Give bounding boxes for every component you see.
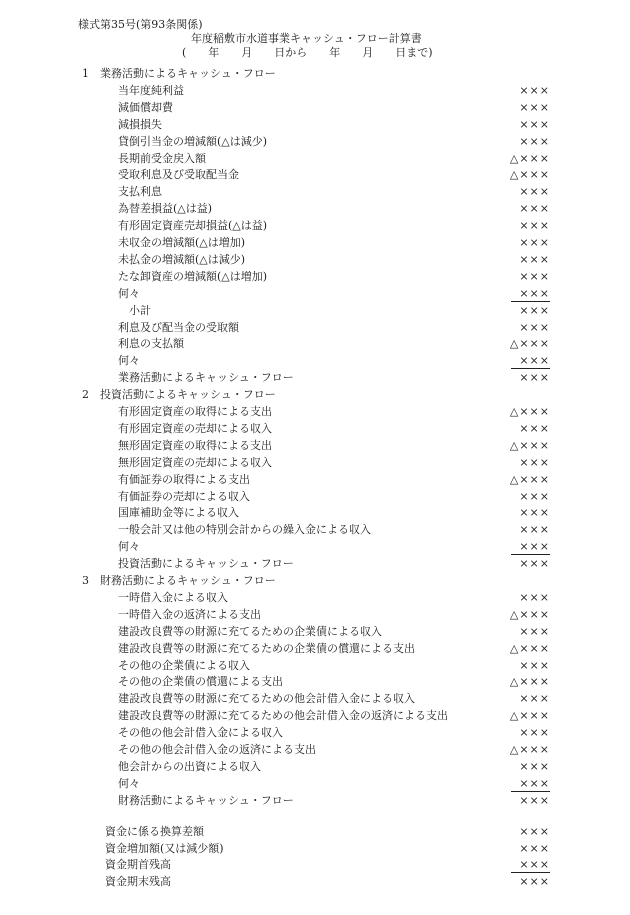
row-label: 何々 [118,354,140,368]
line-item [0,184,630,201]
line-item [0,522,630,539]
line-item [0,218,630,235]
row-label: 減損損失 [118,117,162,131]
row-label: 長期前受金戻入額 [118,151,206,165]
statement-title: 年度稲敷市水道事業キャッシュ・フロー計算書 [191,32,422,45]
row-amount: ××× [519,219,550,233]
row-amount: ××× [519,236,550,249]
line-item [0,117,630,134]
section-number: 2 [82,388,89,402]
row-label: 国庫補助金等による収入 [118,506,239,520]
line-item [0,691,630,708]
line-item [0,404,630,421]
line-item [0,320,630,337]
row-label: 何々 [118,286,140,300]
section-title: 投資活動によるキャッシュ・フロー [100,388,276,402]
row-amount: △××× [509,472,550,486]
section-number: 1 [82,67,89,80]
section-title: 業務活動によるキャッシュ・フロー [100,67,276,80]
row-amount: ××× [519,371,550,385]
row-amount: △××× [509,607,550,621]
line-item [0,539,630,556]
row-label: 有形固定資産の売却による収入 [118,421,272,435]
row-amount: ××× [519,624,550,638]
row-label: 業務活動によるキャッシュ・フロー [118,371,294,385]
row-label: 建設改良費等の財源に充てるための企業債の償還による支出 [118,641,415,655]
reporting-period: ( 年 月 日から 年 月 日まで) [182,46,433,59]
line-item [0,134,630,151]
line-item [0,438,630,455]
row-amount: ××× [519,692,550,706]
line-item [0,151,630,168]
row-label: 小計 [129,303,151,317]
row-amount: △××× [509,675,550,689]
line-item [0,725,630,742]
row-label: その他の他会計借入金による収入 [118,726,283,740]
row-amount: △××× [509,641,550,655]
row-label: 利息及び配当金の受取額 [118,320,239,334]
row-amount: ××× [519,557,550,571]
section-heading [0,66,630,83]
row-amount: ××× [511,540,550,555]
row-amount: ××× [519,759,550,773]
row-label: 一般会計又は他の特別会計からの繰入金による収入 [118,523,371,537]
section-number: 3 [82,574,89,587]
line-item [0,489,630,506]
row-amount: ××× [519,100,550,114]
row-label: 資金増加額(又は減少額) [105,841,224,855]
row-label: 建設改良費等の財源に充てるための企業債による収入 [118,624,382,638]
row-label: 財務活動によるキャッシュ・フロー [118,793,294,807]
row-amount: ××× [519,134,550,148]
row-amount: ××× [511,858,550,873]
line-item [0,286,630,303]
row-amount: △××× [509,743,550,756]
line-item [0,421,630,438]
row-label: その他の企業債による収入 [118,658,250,672]
row-amount: ××× [519,726,550,740]
line-item [0,590,630,607]
row-amount: ××× [519,489,550,503]
row-label: 他会計からの出資による収入 [118,759,261,773]
line-item [0,83,630,100]
line-item [0,624,630,641]
form-number: 様式第35号(第93条関係) [78,18,203,31]
row-label: 資金期首残高 [105,858,171,872]
row-label: 無形固定資産の取得による支出 [118,438,272,452]
line-item [0,708,630,725]
row-label: 有形固定資産売却損益(△は益) [118,219,268,233]
row-amount: ××× [511,777,550,792]
line-item [0,641,630,658]
line-item [0,556,630,573]
row-label: 当年度純利益 [118,83,184,97]
row-amount: ××× [519,303,550,317]
row-amount: △××× [509,709,550,723]
row-label: 一時借入金の返済による支出 [118,607,261,621]
summary-row [0,874,630,891]
row-label: 何々 [118,776,140,790]
summary-row [0,824,630,841]
row-amount: ××× [519,421,550,435]
row-label: 未収金の増減額(△は増加) [118,236,246,249]
row-label: 減価償却費 [118,100,173,114]
section-title: 財務活動によるキャッシュ・フロー [100,574,276,587]
row-amount: △××× [509,337,550,351]
line-item [0,235,630,252]
subtotal-row [0,303,630,320]
line-item [0,674,630,691]
row-amount: ××× [519,841,550,855]
line-item [0,793,630,810]
summary-row [0,841,630,858]
row-amount: ××× [519,320,550,334]
row-label: 貸倒引当金の増減額(△は減少) [118,134,268,148]
line-item [0,472,630,489]
row-amount: ××× [519,83,550,97]
row-label: 建設改良費等の財源に充てるための他会計借入金による収入 [118,692,415,706]
row-amount: △××× [509,438,550,452]
row-label: 資金に係る換算差額 [105,824,204,838]
row-label: 受取利息及び受取配当金 [118,168,239,182]
line-item [0,269,630,286]
row-amount: ××× [519,658,550,672]
line-item [0,505,630,522]
line-item [0,776,630,793]
row-label: 未払金の増減額(△は減少) [118,252,246,266]
row-amount: ××× [511,354,550,369]
row-amount: ××× [519,455,550,469]
section-heading [0,387,630,404]
row-amount: ××× [519,202,550,216]
row-label: その他の企業債の償還による支出 [118,675,283,689]
line-item [0,658,630,675]
row-amount: ××× [519,793,550,807]
row-label: 為替差損益(△は益) [118,202,213,216]
row-label: 有価証券の売却による収入 [118,489,250,503]
line-item [0,742,630,759]
row-label: その他の他会計借入金の返済による支出 [118,743,316,756]
line-item [0,167,630,184]
section-heading [0,573,630,590]
row-amount: ××× [519,185,550,199]
row-label: 利息の支払額 [118,337,184,351]
row-label: 一時借入金による収入 [118,590,228,604]
row-amount: ××× [519,590,550,604]
row-label: 何々 [118,540,140,554]
line-item [0,455,630,472]
line-item [0,759,630,776]
line-item [0,100,630,117]
line-item [0,252,630,269]
row-label: 建設改良費等の財源に充てるための他会計借入金の返済による支出 [118,709,448,723]
row-amount: ××× [519,506,550,520]
line-item [0,353,630,370]
row-label: 有価証券の取得による支出 [118,472,250,486]
row-amount: ××× [519,523,550,537]
row-amount: ××× [519,252,550,266]
summary-row [0,857,630,874]
row-label: 無形固定資産の売却による収入 [118,455,272,469]
row-amount: △××× [509,151,550,165]
row-label: 有形固定資産の取得による支出 [118,405,272,418]
line-item [0,607,630,624]
line-item [0,201,630,218]
row-amount: △××× [509,405,550,418]
row-amount: ××× [519,117,550,131]
line-item [0,336,630,353]
row-amount: △××× [509,168,550,182]
row-label: 支払利息 [118,185,162,199]
row-label: たな卸資産の増減額(△は増加) [118,269,268,283]
row-label: 投資活動によるキャッシュ・フロー [118,557,294,571]
row-amount: ××× [519,824,550,838]
row-amount: ××× [511,287,550,302]
row-amount: ××× [519,875,550,889]
row-amount: ××× [519,269,550,283]
line-item [0,370,630,387]
row-label: 資金期末残高 [105,875,171,889]
